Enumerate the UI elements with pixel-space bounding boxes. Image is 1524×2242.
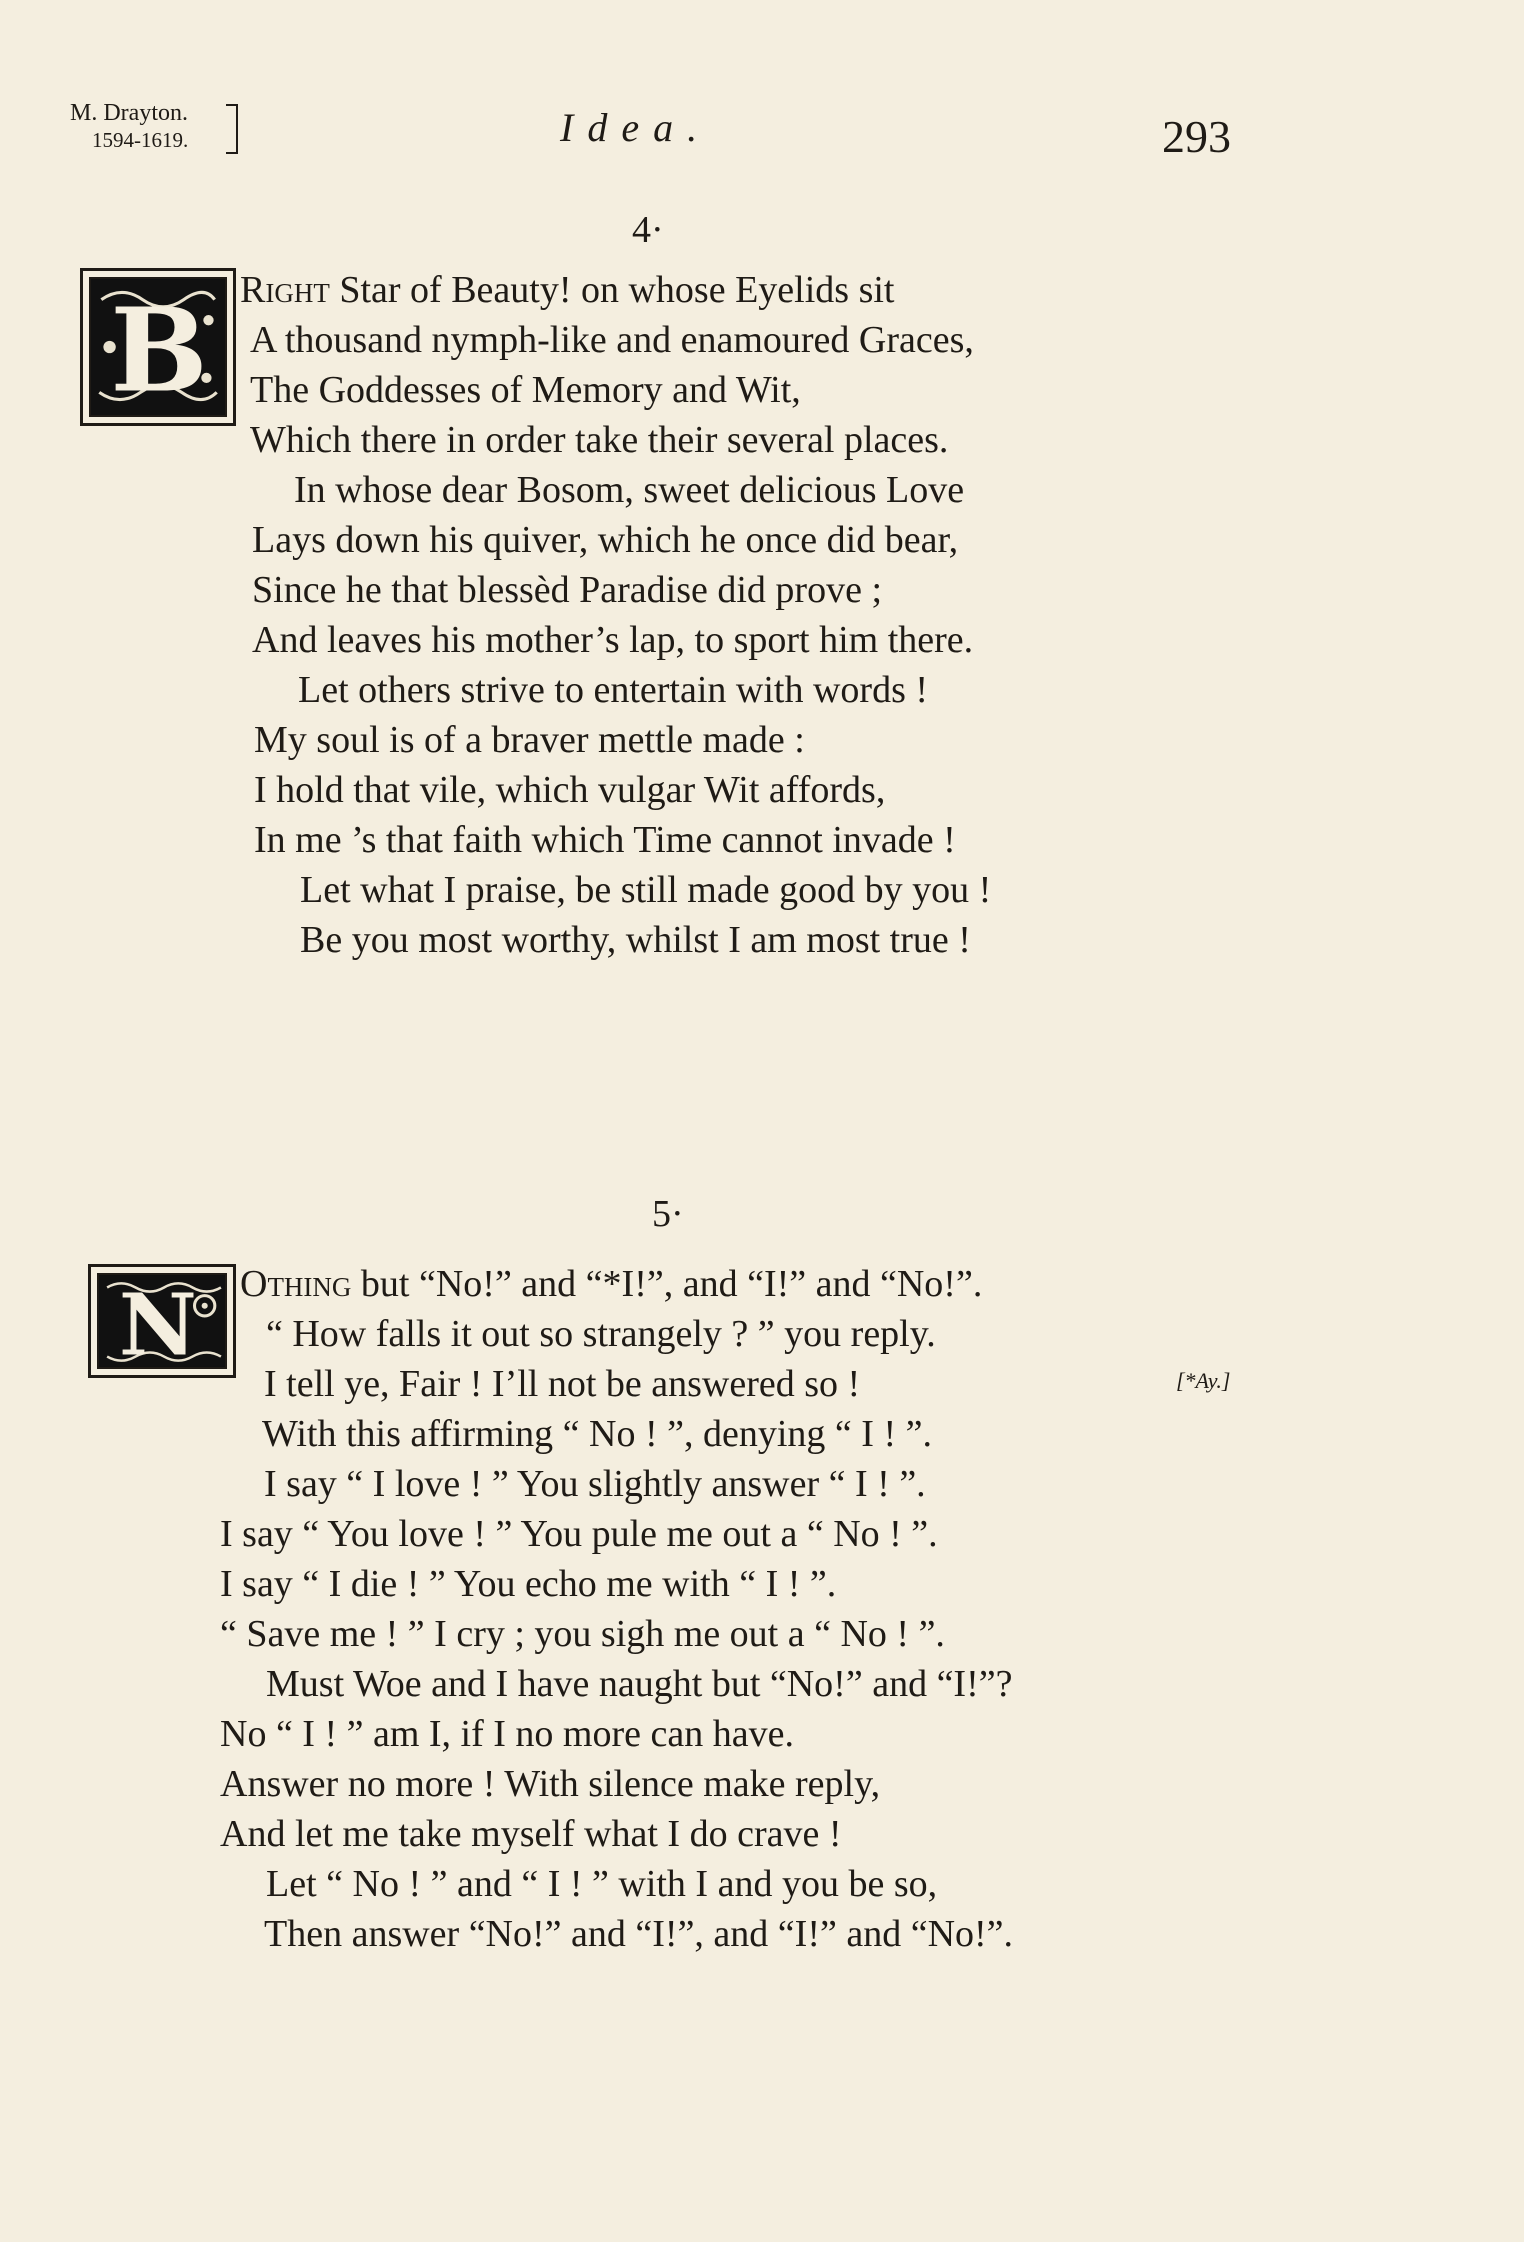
- page-number: 293: [1162, 111, 1231, 162]
- initial-b-glyph: B: [110, 283, 208, 415]
- poem-line: I tell ye, Fair ! I’ll not be answered so !: [264, 1363, 861, 1405]
- sonnet-number: 5·: [652, 1193, 684, 1235]
- first-word: Othing: [240, 1263, 352, 1305]
- poem-line: And leaves his mother’s lap, to sport him there.: [252, 619, 974, 661]
- poem-line: With this affirming “ No ! ”, denying “ I ! ”.: [262, 1413, 932, 1455]
- poem-line: Lays down his quiver, which he once did bear,: [252, 519, 959, 561]
- poem-line: [240, 268, 894, 312]
- poem-line: “ Save me ! ” I cry ; you sigh me out a “ No ! ”.: [220, 1613, 945, 1655]
- poem-line: And let me take myself what I do crave !: [220, 1813, 842, 1855]
- initial-b-icon: [91, 279, 225, 415]
- poem-line: Let others strive to entertain with words !: [298, 669, 929, 711]
- sonnet-number: 4·: [632, 209, 664, 251]
- poem-line: Answer no more ! With silence make reply,: [220, 1763, 881, 1805]
- first-line-rest: Star of Beauty! on whose Eyelids sit: [339, 269, 895, 311]
- poem-line: My soul is of a braver mettle made :: [254, 719, 805, 761]
- ornamented-initial-n: [88, 1264, 236, 1378]
- poem-line: Since he that blessèd Paradise did prove ;: [252, 569, 883, 611]
- poem-line: Must Woe and I have naught but “No!” and “I!”?: [266, 1663, 1013, 1705]
- margin-note: [*Ay.]: [1176, 1368, 1231, 1393]
- poem-line: “ How falls it out so strangely ? ” you reply.: [266, 1313, 936, 1355]
- poem-line: In me ’s that faith which Time cannot invade !: [254, 819, 956, 861]
- poem-line: Let what I praise, be still made good by you !: [300, 869, 992, 911]
- author-dates: 1594-1619.: [92, 127, 189, 152]
- poem-line: I say “ You love ! ” You pule me out a “ No ! ”.: [220, 1513, 938, 1555]
- poem-line: Which there in order take their several places.: [250, 419, 949, 461]
- poem-line: No “ I ! ” am I, if I no more can have.: [220, 1713, 794, 1755]
- running-head-author: [70, 100, 188, 152]
- author-name: M. Drayton.: [70, 100, 188, 126]
- poem-line: [240, 1262, 982, 1306]
- initial-n-icon: [99, 1275, 225, 1367]
- first-word: Right: [240, 269, 330, 311]
- poem-line: Be you most worthy, whilst I am most true !: [300, 919, 971, 961]
- poem-line: In whose dear Bosom, sweet delicious Love: [294, 469, 965, 511]
- running-head-title: Idea.: [560, 105, 712, 150]
- ornamented-initial-b: [80, 268, 236, 426]
- poem-line: The Goddesses of Memory and Wit,: [250, 369, 801, 411]
- first-line-rest: but “No!” and “*I!”, and “I!” and “No!”.: [360, 1263, 983, 1305]
- poem-line: I hold that vile, which vulgar Wit affords,: [254, 769, 886, 811]
- poem-line: Then answer “No!” and “I!”, and “I!” and “No!”.: [264, 1913, 1014, 1955]
- poem-line: I say “ I die ! ” You echo me with “ I ! ”.: [220, 1563, 837, 1605]
- bracket-ornament: [226, 104, 238, 154]
- poem-line: A thousand nymph-like and enamoured Graces,: [250, 319, 974, 361]
- poem-line: Let “ No ! ” and “ I ! ” with I and you be so,: [266, 1863, 938, 1905]
- initial-n-glyph: N: [118, 1275, 197, 1367]
- poem-line: I say “ I love ! ” You slightly answer “ I ! ”.: [264, 1463, 926, 1505]
